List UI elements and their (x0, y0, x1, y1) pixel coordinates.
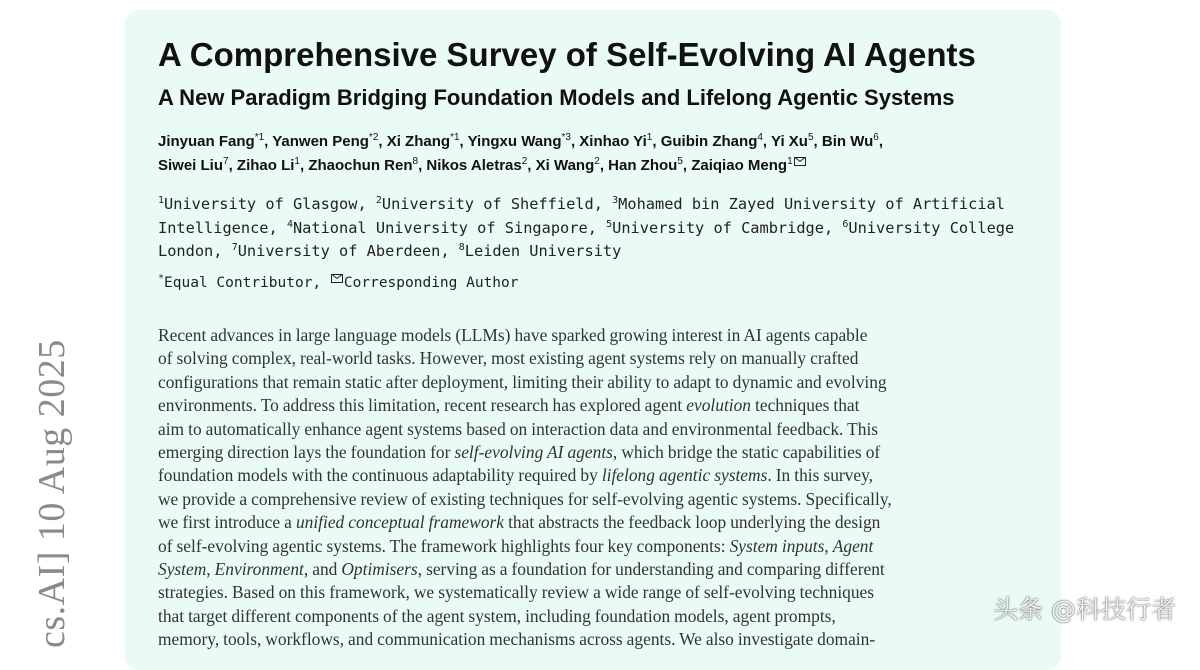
arxiv-sidebar-stamp: cs.AI] 10 Aug 2025 (31, 339, 73, 648)
abstract-line (158, 628, 1038, 651)
text-run: , and (303, 559, 342, 580)
affiliation-name: University College London (158, 218, 1015, 260)
equal-contributor-label: Equal Contributor, (164, 275, 322, 291)
text-run: of self-evolving agentic systems. The framework highlights four key components: (158, 535, 730, 556)
author-mark: *3 (561, 132, 571, 143)
author-name: Zhaochun Ren (308, 157, 413, 174)
author (468, 133, 571, 150)
emphasis: self-evolving AI agents (454, 442, 613, 463)
author-mark: 1 (646, 132, 653, 143)
affiliation (606, 219, 824, 237)
author (691, 157, 792, 174)
author-notes (158, 274, 519, 291)
affiliation-number: 8 (458, 242, 465, 253)
author (387, 133, 460, 150)
author-mark: 8 (412, 156, 419, 167)
abstract-body (158, 324, 1038, 652)
affiliation (287, 219, 588, 237)
author-name: Bin Wu (821, 133, 874, 150)
abstract-line (158, 581, 1038, 604)
text-run: strategies. Based on this framework, we systematically review a wide range of self-evolving techniques (158, 582, 875, 603)
emphasis: System inputs (729, 535, 825, 556)
text-run: foundation models with the continuous adaptability required by (158, 465, 602, 486)
abstract-line (158, 488, 1038, 511)
text-run: , (824, 535, 833, 556)
author-name: Jinyuan Fang (158, 133, 255, 150)
author (158, 133, 264, 150)
text-run: aim to automatically enhance agent systems based on interaction data and environmental feedback. This (158, 418, 879, 439)
author-name: Xi Wang (535, 157, 595, 174)
author-name: Yingxu Wang (467, 133, 562, 150)
affiliation-name: Mohamed bin Zayed University of Artificial Intelligence (158, 195, 1005, 237)
emphasis: System (158, 559, 207, 580)
author-name: Xi Zhang (386, 133, 451, 150)
text-run: that target different components of the agent system, including foundation models, agent prompts, (158, 605, 836, 626)
affiliation-number: 7 (231, 242, 238, 253)
author-name: Xinhao Yi (579, 133, 647, 150)
affiliation-name: University of Aberdeen (237, 242, 441, 260)
affiliation (232, 242, 441, 260)
affiliation-number: 4 (286, 218, 293, 230)
author (579, 133, 652, 150)
abstract-line (158, 394, 1038, 417)
author (426, 157, 527, 174)
author-name: Zihao Li (236, 157, 295, 174)
emphasis: Agent (832, 535, 874, 556)
emphasis: lifelong agentic systems (601, 465, 768, 486)
text-run: that abstracts the feedback loop underlying the design (504, 512, 881, 533)
abstract-line (158, 464, 1038, 487)
author-mark: 4 (757, 132, 763, 143)
author-name: Siwei Liu (158, 157, 224, 174)
author-mark: 1 (294, 156, 300, 167)
abstract-line (158, 347, 1038, 370)
text-run: Recent advances in large language models (LLMs) have sparked growing interest in AI agents capable (158, 325, 868, 345)
abstract-line (158, 511, 1038, 534)
author (771, 133, 814, 150)
affiliation-name: Leiden University (464, 242, 622, 260)
author-name: Zaiqiao Meng (691, 157, 788, 174)
author-mark: 2 (594, 156, 600, 167)
author-mark: *1 (254, 132, 265, 143)
text-run: , which bridge the static capabilities of (612, 442, 881, 463)
author-mark: 5 (807, 132, 814, 143)
envelope-icon (331, 274, 343, 283)
text-run: we first introduce a (158, 512, 296, 533)
text-run: of solving complex, real-world tasks. However, most existing agent systems rely on manually crafted (158, 348, 859, 369)
author-mark: 1 (787, 156, 793, 167)
author (608, 157, 683, 174)
abstract-line (158, 441, 1038, 464)
author-mark: 5 (677, 156, 683, 167)
author-name: Guibin Zhang (660, 133, 758, 150)
author-name: Nikos Aletras (426, 157, 522, 174)
affiliation-number: 6 (842, 218, 849, 230)
affiliation (376, 195, 594, 213)
affiliation-name: University of Sheffield (381, 195, 594, 213)
text-run: techniques that (751, 395, 860, 416)
affiliation-name: University of Cambridge (612, 218, 824, 237)
text-run: environments. To address this limitation, recent research has explored agent (158, 395, 687, 416)
author (661, 133, 763, 150)
text-run: . In this survey, (767, 465, 874, 486)
emphasis: unified conceptual framework (295, 512, 505, 533)
abstract-line (158, 605, 1038, 628)
author-mark: 6 (873, 132, 879, 143)
envelope-icon (794, 157, 806, 166)
emphasis: Optimisers (341, 559, 418, 580)
abstract-line (158, 324, 1038, 347)
author-name: Han Zhou (608, 157, 678, 174)
paper-title: A Comprehensive Survey of Self-Evolving AI Agents (158, 36, 976, 73)
abstract-line (158, 535, 1038, 558)
author (158, 157, 229, 174)
author (536, 157, 600, 174)
author-mark: *1 (450, 132, 460, 143)
affiliation-list: $^1$University of Glasgow, $^2$University of Sheffield, $^3$Mohamed bin Zayed University of Artificial Intelligence, $^4$National University of Singapore, $^5$University of Cambridge, $^6$University College London, $^7$University of Aberdeen, $^8$Leiden University (158, 195, 1015, 260)
abstract-line (158, 418, 1038, 441)
author-name: Yanwen Peng (272, 133, 369, 150)
affiliation (158, 195, 357, 213)
author (822, 133, 879, 150)
author-mark: 2 (521, 156, 528, 167)
affiliation-number: 2 (375, 195, 382, 206)
corresponding-author-label: Corresponding Author (343, 275, 519, 291)
affiliation-number: 1 (158, 195, 165, 206)
text-run: memory, tools, workflows, and communication mechanisms across agents. We also investigate domain- (158, 629, 876, 650)
text-run: we provide a comprehensive review of existing techniques for self-evolving agentic systems. Specifically, (158, 488, 892, 509)
author-mark: *2 (368, 132, 379, 143)
paper-subtitle: A New Paradigm Bridging Foundation Models and Lifelong Agentic Systems (158, 85, 955, 110)
author-name: Yi Xu (771, 133, 808, 150)
equal-contributor-mark: * (158, 273, 165, 284)
watermark: 头条 @科技行者 (993, 595, 1176, 624)
author-mark: 7 (223, 156, 229, 167)
text-run: , (206, 559, 215, 580)
text-run: , serving as a foundation for understanding and comparing different (417, 559, 885, 580)
emphasis: Environment (214, 559, 304, 580)
affiliation-number: 3 (612, 195, 619, 206)
emphasis: evolution (686, 395, 751, 416)
text-run: configurations that remain static after deployment, limiting their ability to adapt to dynamic and evolving (158, 371, 887, 392)
affiliation-name: University of Glasgow (164, 195, 358, 213)
author (272, 133, 378, 150)
abstract-line (158, 558, 1038, 581)
affiliation-number: 5 (606, 218, 613, 230)
author (308, 157, 418, 174)
author-list: Jinyuan Fang$^{*1}$, Yanwen Peng$^{*2}$, Xi Zhang$^{*1}$, Yingxu Wang$^{*3}$, Xinhao Yi$^1$, Guibin Zhang$^4$, Yi Xu$^5$, Bin Wu$^6$, Siwei Liu$^7$, Zihao Li$^1$, Zhaochun Ren$^8$, Nikos Aletras$^2$, Xi Wang$^2$, Han Zhou$^5$, Zaiqiao Meng$^1$ (158, 132, 883, 174)
affiliation-name: National University of Singapore (292, 218, 588, 237)
author (237, 157, 300, 174)
affiliation (459, 242, 622, 260)
abstract-line (158, 371, 1038, 394)
text-run: emerging direction lays the foundation for (158, 442, 455, 463)
